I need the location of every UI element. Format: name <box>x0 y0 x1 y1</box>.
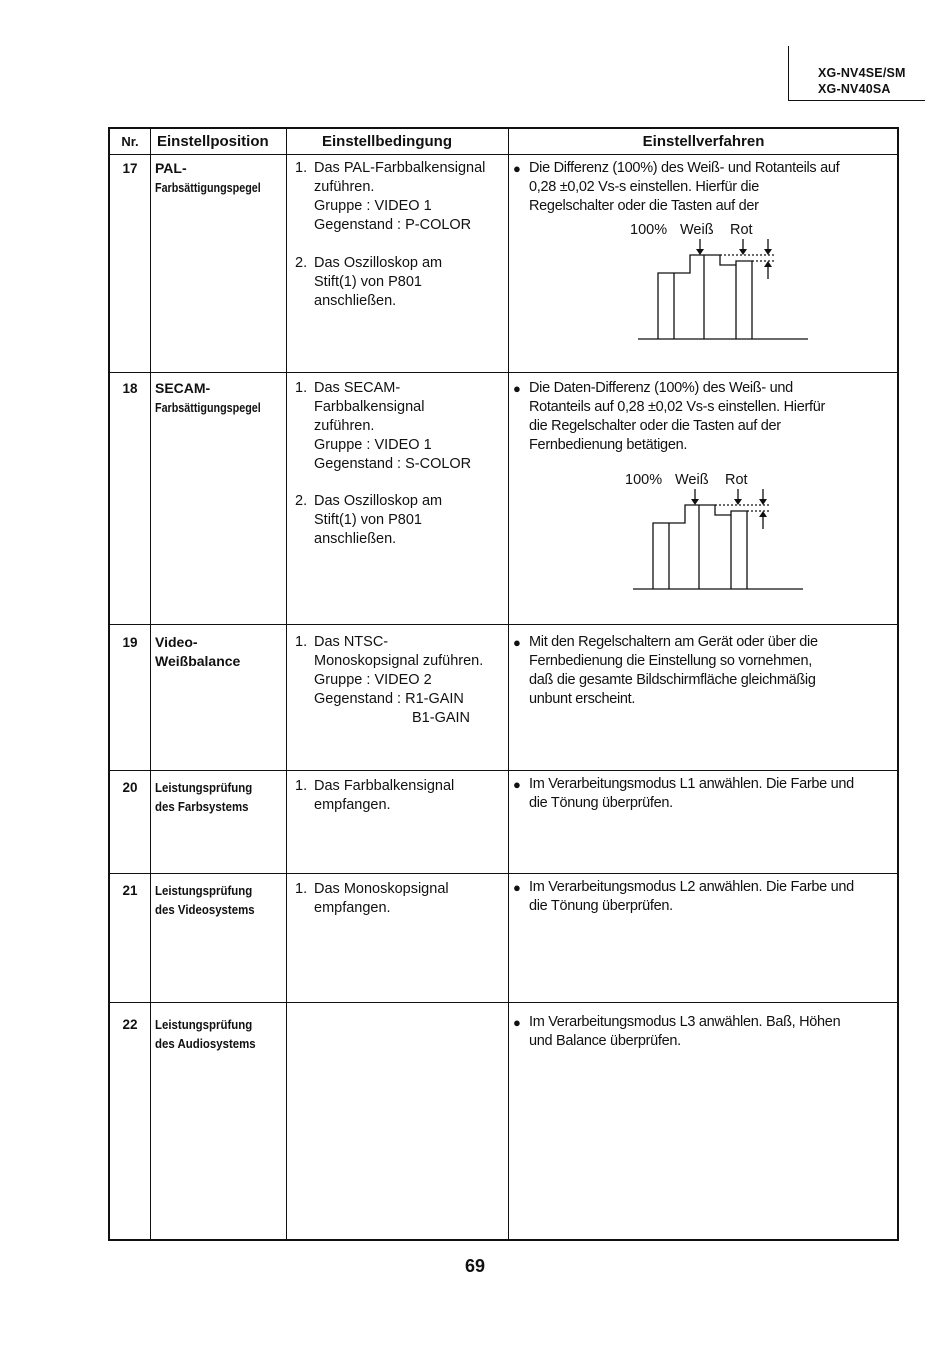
row-21-condition: 1. Das Monoskopsignal empfangen. <box>295 881 449 916</box>
column-header-nr: Nr. <box>121 134 139 149</box>
row-17-procedure: ● Die Differenz (100%) des Weiß- und Rotanteils auf 0,28 ±0,02 Vs-s einstellen. Hierfür die Regelschalter oder die Tasten auf der <box>513 160 840 214</box>
row-20-nr: 20 <box>122 780 138 795</box>
waveform-label-100: 100% <box>630 222 668 238</box>
column-header-einstellposition: Einstellposition <box>157 133 269 150</box>
row-20-position: Leistungsprüfung des Farbsystems <box>155 780 253 814</box>
row-19-nr: 19 <box>122 635 138 650</box>
row-22-procedure: ● Im Verarbeitungsmodus L3 anwählen. Baß, Höhen und Balance überprüfen. <box>513 1014 841 1049</box>
row-18-position: SECAM- Farbsättigungspegel <box>155 380 261 415</box>
waveform-label-weiss: Weiß <box>675 472 709 488</box>
row-18-nr: 18 <box>122 381 138 396</box>
page-number: 69 <box>464 1256 486 1276</box>
row-22-nr: 22 <box>122 1017 138 1032</box>
row-17-nr: 17 <box>122 161 138 176</box>
model-number-2: XG-NV40SA <box>818 82 891 96</box>
row-20-condition: 1. Das Farbbalkensignal empfangen. <box>295 778 455 813</box>
row-17-position: PAL- Farbsättigungspegel <box>155 160 261 195</box>
row-19-condition: 1. Das NTSC- Monoskopsignal zuführen. Gruppe : VIDEO 2 Gegenstand : R1-GAIN B1-GAIN <box>295 634 484 726</box>
model-number-1: XG-NV4SE/SM <box>818 66 906 80</box>
row-21-position: Leistungsprüfung des Videosystems <box>155 883 255 917</box>
row-22-position: Leistungsprüfung des Audiosystems <box>155 1017 256 1051</box>
adjustment-table <box>108 127 899 1241</box>
row-17-waveform-diagram <box>630 217 830 347</box>
row-18-condition: 1. Das SECAM- Farbbalkensignal zuführen. Gruppe : VIDEO 1 Gegenstand : S-COLOR 2. Das Oszilloskop am Stift(1) von P801 anschließen. <box>295 380 472 547</box>
column-header-einstellverfahren: Einstellverfahren <box>642 133 765 150</box>
row-21-procedure: ● Im Verarbeitungsmodus L2 anwählen. Die Farbe und die Tönung überprüfen. <box>513 879 854 914</box>
row-19-position: Video- Weißbalance <box>155 634 241 669</box>
row-18-waveform-diagram <box>625 467 825 597</box>
row-21-nr: 21 <box>122 883 138 898</box>
waveform-label-weiss: Weiß <box>680 222 714 238</box>
row-18-procedure: ● Die Daten-Differenz (100%) des Weiß- und Rotanteils auf 0,28 ±0,02 Vs-s einstellen. Hierfür die Regelschalter oder die Tasten auf der Fernbedienung betätigen. <box>513 380 826 453</box>
row-20-procedure: ● Im Verarbeitungsmodus L1 anwählen. Die Farbe und die Tönung überprüfen. <box>513 776 854 811</box>
column-header-einstellbedingung: Einstellbedingung <box>322 133 452 150</box>
waveform-label-100: 100% <box>625 472 663 488</box>
row-17-condition: 1. Das PAL-Farbbalkensignal zuführen. Gruppe : VIDEO 1 Gegenstand : P-COLOR 2. Das Oszilloskop am Stift(1) von P801 anschließen. <box>295 160 486 309</box>
waveform-label-rot: Rot <box>730 222 753 238</box>
waveform-label-rot: Rot <box>725 472 748 488</box>
row-19-procedure: ● Mit den Regelschaltern am Gerät oder über die Fernbedienung die Einstellung so vornehmen, daß die gesamte Bildschirmfläche gleichmäßig unbunt erscheint. <box>513 634 818 707</box>
